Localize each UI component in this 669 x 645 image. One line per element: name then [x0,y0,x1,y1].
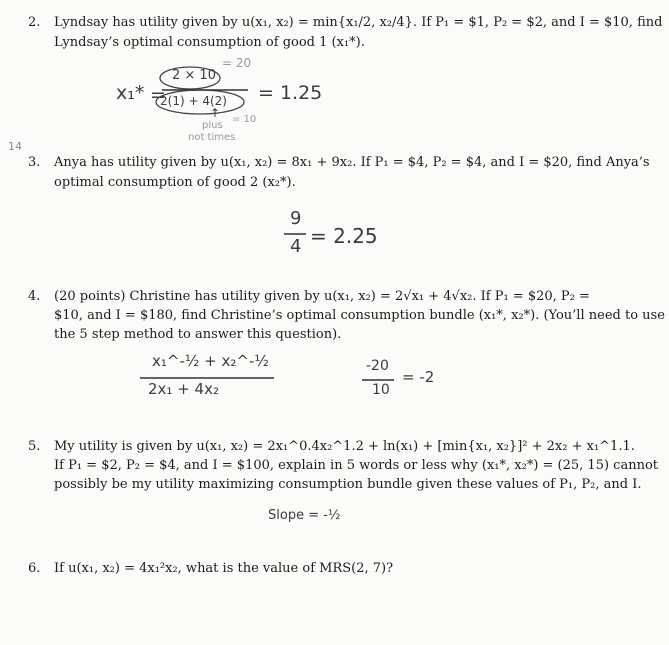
circle-marks [160,66,250,116]
slope-result: = -2 [402,368,435,386]
answer-result: = 1.25 [258,82,323,104]
margin-score: 14 [8,140,22,153]
question-number: 4. [28,289,41,304]
question-number: 3. [28,155,41,170]
question-text-line: $10, and I = $180, find Christine’s optimal consumption bundle (x₁*, x₂*). (You’ll need to use [54,308,665,323]
answer-result: = 2.25 [310,224,378,248]
fraction-denominator: 2x₁ + 4x₂ [148,380,219,398]
fraction-numerator: x₁^-½ + x₂^-½ [152,352,269,370]
handwritten-answer: Slope = -½ [268,508,341,523]
answer-lhs: x₁* [116,82,145,104]
fraction-numerator: 2 × 10 [172,68,216,83]
slope-numerator: -20 [366,358,389,374]
annotation-note: = 10 [232,114,257,125]
question-text-line: Lyndsay’s optimal consumption of good 1 (x₁*). [54,35,365,50]
fraction-denominator: 4 [290,236,302,257]
fraction-numerator: 9 [290,208,302,229]
question-text-line: the 5 step method to answer this question). [54,327,342,342]
question-text-line: If u(x₁, x₂) = 4x₁²x₂, what is the value of MRS(2, 7)? [54,561,394,576]
annotation-note: not times [188,132,236,143]
question-number: 6. [28,561,41,576]
question-text-line: My utility is given by u(x₁, x₂) = 2x₁^0.4x₂^1.2 + ln(x₁) + [min{x₁, x₂}]² + 2x₂ + x₁^1.1. [54,439,635,454]
answer-equals: = [150,84,166,106]
question-text-line: If P₁ = $2, P₂ = $4, and I = $100, explain in 5 words or less why (x₁*, x₂*) = (25, 15) cannot [54,458,658,473]
question-text-line: possibly be my utility maximizing consumption bundle given these values of P₁, P₂, and I. [54,477,642,492]
question-text-line: Anya has utility given by u(x₁, x₂) = 8x₁ + 9x₂. If P₁ = $4, P₂ = $4, and I = $20, find Anya’s [54,155,650,170]
fraction-denominator: 2(1) + 4(2) [160,94,227,108]
question-text-line: Lyndsay has utility given by u(x₁, x₂) = min{x₁/2, x₂/4}. If P₁ = $1, P₂ = $2, and I = $10, find [54,15,663,30]
slope-denominator: 10 [372,382,390,398]
question-number: 2. [28,15,41,30]
annotation-note: plus [202,120,223,131]
question-text-line: (20 points) Christine has utility given by u(x₁, x₂) = 2√x₁ + 4√x₂. If P₁ = $20, P₂ = [54,289,590,304]
arrow-mark: ↑ [210,106,221,120]
question-text-line: optimal consumption of good 2 (x₂*). [54,175,296,190]
numerator-overscript: = 20 [222,56,252,70]
question-number: 5. [28,439,41,454]
